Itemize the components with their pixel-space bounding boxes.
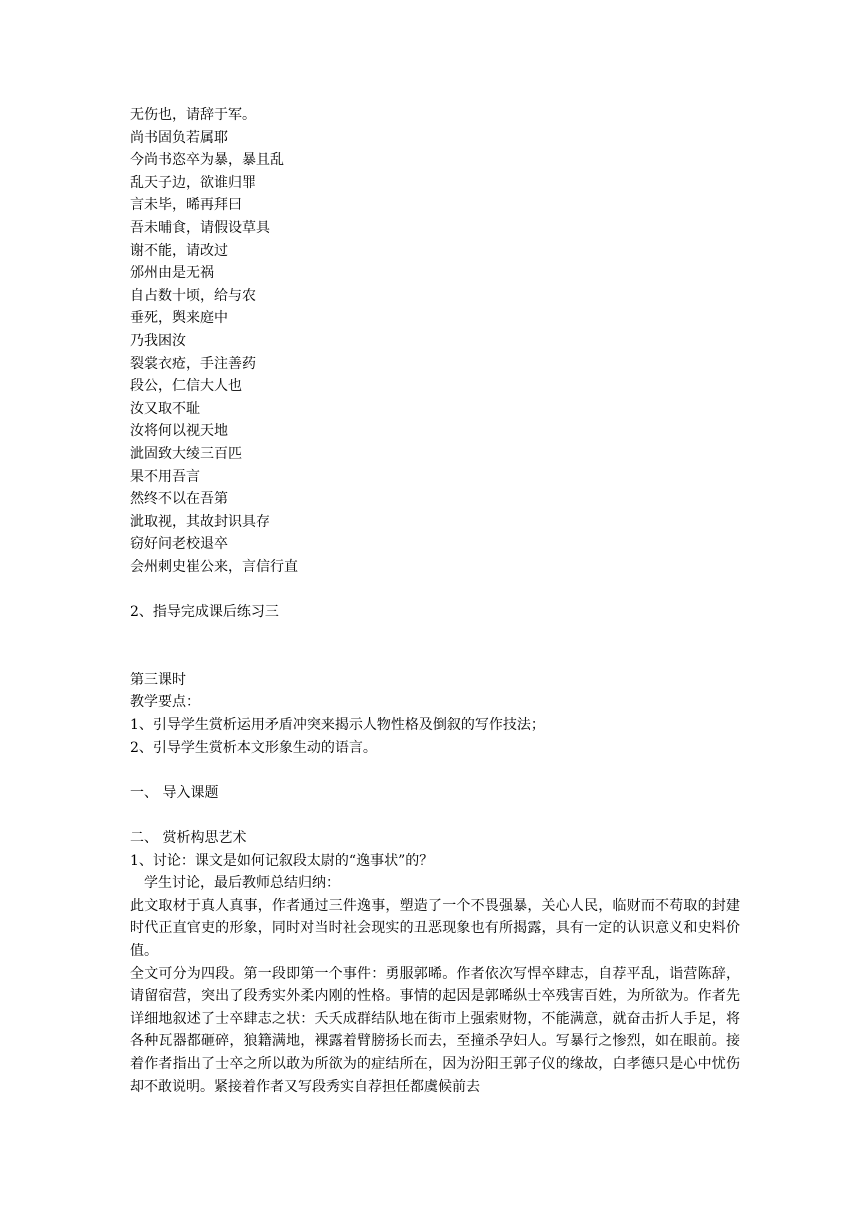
quote-line: 尚书固负若属耶 [130, 129, 228, 146]
discussion-question: 1、讨论：课文是如何记叙段太尉的“逸事状”的？ [130, 852, 434, 869]
document-body [130, 104, 740, 1098]
quote-line: 裂裳衣疮，手注善药 [130, 355, 256, 372]
quote-line: 垂死，舆来庭中 [130, 310, 228, 327]
quote-line: 窃好问老校退卒 [130, 536, 228, 553]
quote-line: 果不用吾言 [130, 468, 200, 485]
quote-line: 今尚书恣卒为暴，暴且乱 [130, 152, 284, 169]
summary-intro: 学生讨论，最后教师总结归纳： [144, 875, 340, 892]
section-heading: 二、 赏析构思艺术 [130, 830, 247, 846]
exercise-item: 2、指导完成课后练习三 [130, 604, 279, 621]
quote-line: 汝将何以视天地 [130, 423, 228, 440]
quote-line: 吾未晡食，请假设草具 [130, 219, 270, 236]
quote-line: 邠州由是无祸 [130, 265, 214, 282]
quote-line: 然终不以在吾第 [130, 491, 228, 508]
body-paragraph: 此文取材于真人真事，作者通过三件逸事，塑造了一个不畏强暴，关心人民，临财而不苟取的封建时代正直官吏的形象，同时对当时社会现实的丑恶现象也有所揭露，具有一定的认识意义和史料价值。 [130, 897, 740, 959]
quote-list [130, 104, 740, 578]
quote-line: 泚固致大绫三百匹 [130, 445, 242, 462]
teaching-point: 2、引导学生赏析本文形象生动的语言。 [130, 739, 377, 756]
teaching-point: 1、引导学生赏析运用矛盾冲突来揭示人物性格及倒叙的写作技法； [130, 717, 545, 734]
section-heading: 一、 导入课题 [130, 784, 219, 801]
lesson-heading: 第三课时 [130, 671, 186, 688]
quote-line: 无伤也，请辞于军。 [130, 107, 256, 123]
quote-line: 乃我困汝 [130, 332, 186, 349]
quote-line: 泚取视，其故封识具存 [130, 513, 270, 530]
quote-line: 谢不能，请改过 [130, 242, 228, 259]
quote-line: 言未毕，晞再拜曰 [130, 197, 242, 214]
quote-line: 乱天子边，欲谁归罪 [130, 174, 256, 191]
quote-line: 会州刺史崔公来，言信行直 [130, 558, 298, 575]
quote-line: 段公，仁信大人也 [130, 378, 242, 395]
body-paragraph: 全文可分为四段。第一段即第一个事件：勇服郭晞。作者依次写悍卒肆志，自荐平乱，诣营陈辞，请留宿营，突出了段秀实外柔内刚的性格。事情的起因是郭晞纵士卒残害百姓，为所欲为。作者先详细地叙述了士卒肆志之状：夭夭成群结队地在街市上强索财物，不能满意，就奋击折人手足，将各种瓦器都砸碎，狼籍满地，裸露着臂膀扬长而去，至撞杀孕妇人。写暴行之惨烈，如在眼前。接着作者指出了士卒之所以敢为所欲为的症结所在，因为汾阳王郭子仪的缘故，白孝德只是心中忧伤却不敢说明。紧接着作者又写段秀实自荐担任都虞候前去 [130, 965, 740, 1095]
points-label: 教学要点： [130, 694, 200, 711]
quote-line: 自占数十顷，给与农 [130, 287, 256, 304]
quote-line: 汝又取不耻 [130, 400, 200, 417]
